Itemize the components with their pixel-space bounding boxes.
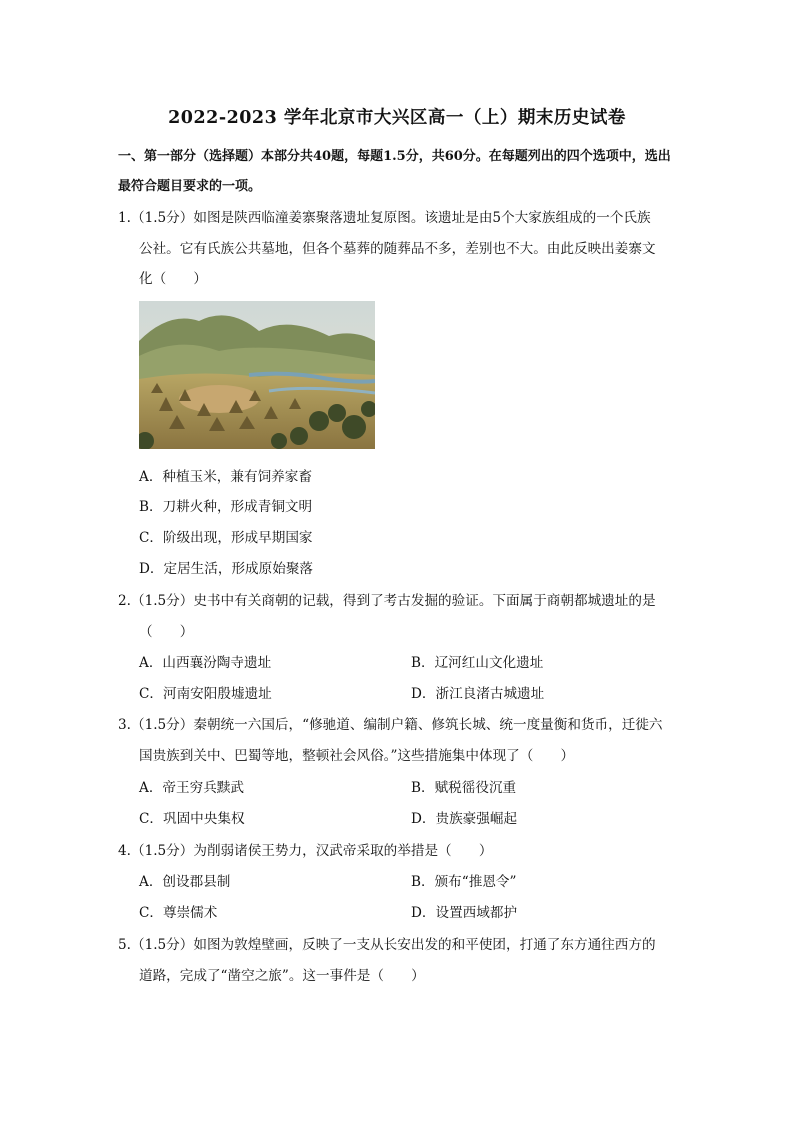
question-2-option-c: C．河南安阳殷墟遗址: [139, 686, 272, 702]
question-2-line-2: （ ）: [139, 624, 194, 640]
question-3-option-a: A．帝王穷兵黩武: [139, 780, 244, 796]
question-5-line-1: 5.（1.5分）如图为敦煌壁画，反映了一支从长安出发的和平使团，打通了东方通往西方的: [118, 937, 656, 953]
question-3-option-c: C．巩固中央集权: [139, 811, 245, 827]
question-3-option-b: B．赋税徭役沉重: [411, 780, 517, 796]
question-4-line-1: 4.（1.5分）为削弱诸侯王势力，汉武帝采取的举措是（ ）: [118, 843, 493, 859]
question-3-option-d: D．贵族豪强崛起: [411, 811, 518, 827]
question-1-line-1: 1.（1.5分）如图是陕西临潼姜寨聚落遗址复原图。该遗址是由5个大家族组成的一个氏族: [118, 210, 651, 226]
page-title: 2022-2023 学年北京市大兴区高一（上）期末历史试卷: [168, 108, 626, 128]
question-1-line-2: 公社。它有氏族公共墓地，但各个墓葬的随葬品不多，差别也不大。由此反映出姜寨文: [139, 241, 656, 257]
question-1-line-3: 化（ ）: [139, 271, 207, 287]
question-4-option-c: C．尊崇儒术: [139, 905, 218, 921]
question-5-line-2: 道路，完成了“凿空之旅”。这一事件是（ ）: [139, 968, 425, 984]
question-1-option-c: C．阶级出现，形成早期国家: [139, 530, 313, 546]
question-2-option-b: B．辽河红山文化遗址: [411, 655, 544, 671]
question-1-option-d: D．定居生活，形成原始聚落: [139, 561, 314, 577]
section-instructions: 一、第一部分（选择题）本部分共40题，每题1.5分，共60分。在每题列出的四个选项中，选出最符合题目要求的一项。: [118, 149, 671, 194]
question-2-line-1: 2.（1.5分）史书中有关商朝的记载，得到了考古发掘的验证。下面属于商朝都城遗址的是: [118, 593, 656, 609]
question-3-line-2: 国贵族到关中、巴蜀等地，整顿社会风俗。”这些措施集中体现了（ ）: [139, 748, 575, 764]
jiangzhai-settlement-image: [139, 301, 375, 449]
question-2-option-d: D．浙江良渚古城遗址: [411, 686, 545, 702]
question-4-option-d: D．设置西域都护: [411, 905, 518, 921]
question-2-option-a: A．山西襄汾陶寺遗址: [139, 655, 272, 671]
question-4-option-a: A．创设郡县制: [139, 874, 231, 890]
question-1-option-a: A．种植玉米，兼有饲养家畜: [139, 469, 312, 485]
question-4-option-b: B．颁布“推恩令”: [411, 874, 517, 890]
question-3-line-1: 3.（1.5分）秦朝统一六国后，“修驰道、编制户籍、修筑长城、统一度量衡和货币，迁徙六: [118, 717, 663, 733]
question-1-option-b: B．刀耕火种，形成青铜文明: [139, 499, 313, 515]
